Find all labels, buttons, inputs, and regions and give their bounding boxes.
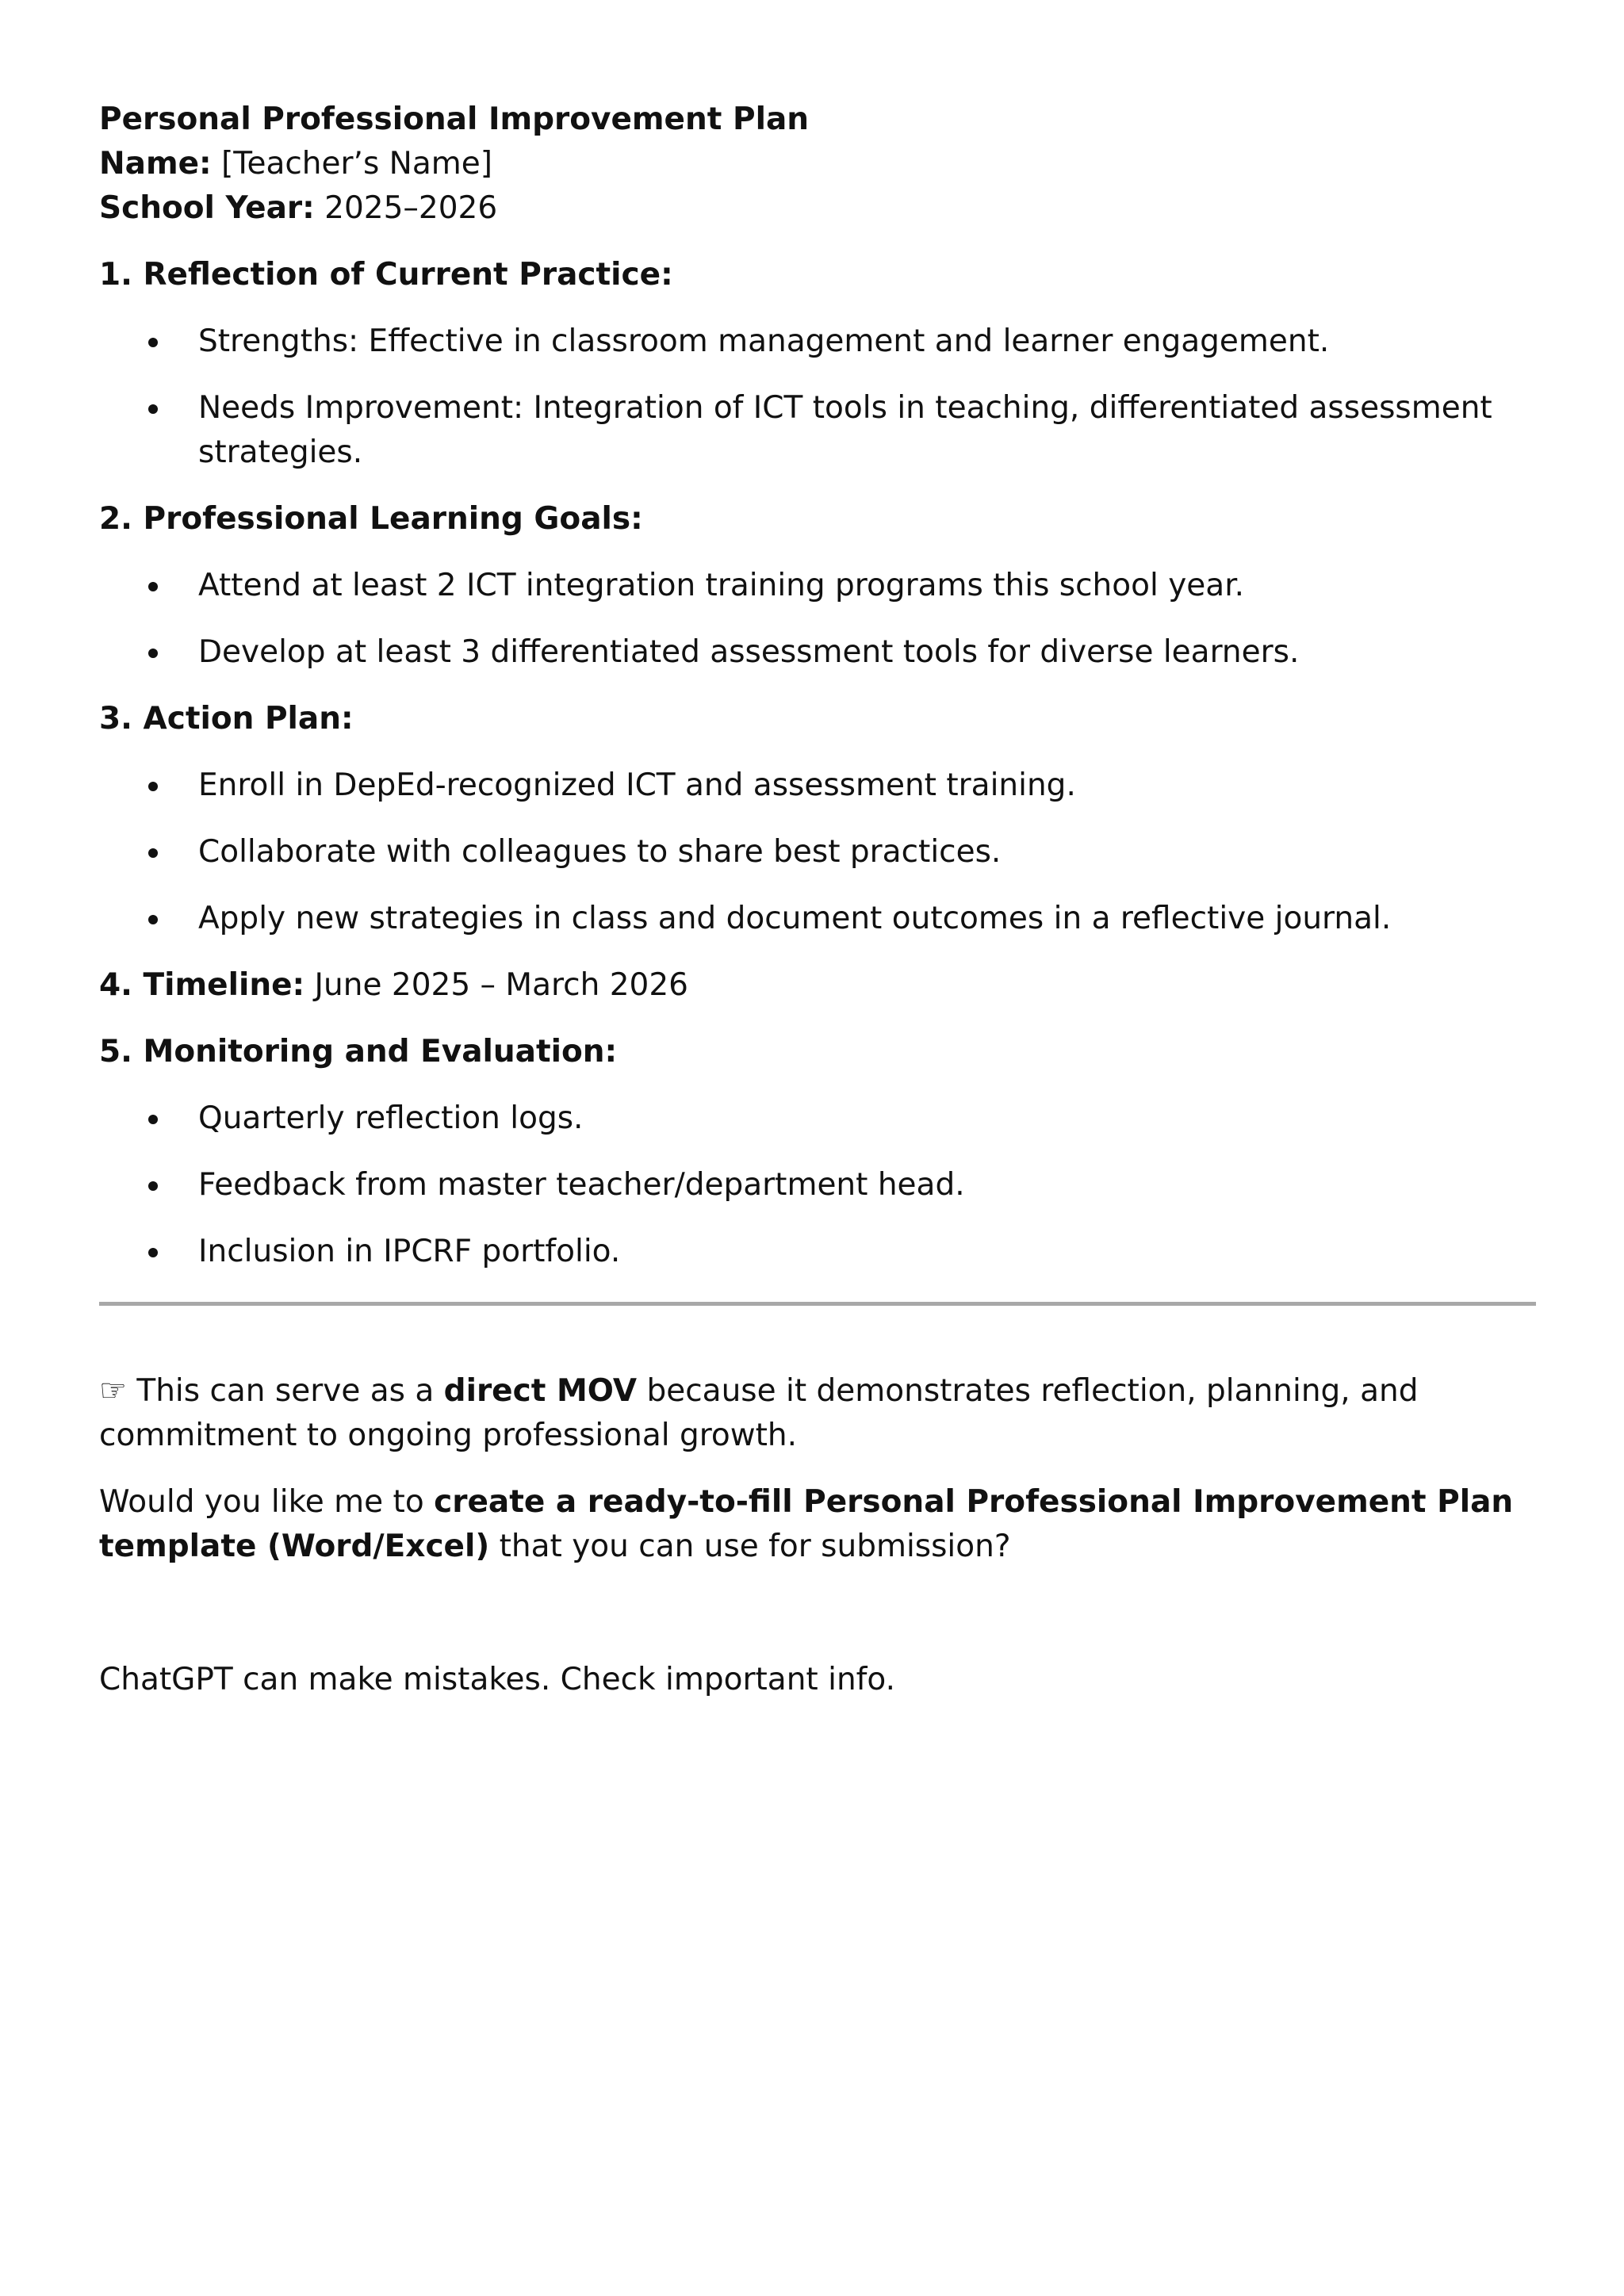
document-page — [99, 98, 1536, 1702]
bullet-icon — [148, 338, 158, 347]
school-year-line — [99, 186, 1536, 231]
list-item-text: Needs Improvement: Integration of ICT tools in teaching, differentiated assessment strategies. — [198, 390, 1492, 470]
list-item-text: Feedback from master teacher/department head. — [198, 1167, 965, 1203]
bullet-icon — [148, 1181, 158, 1191]
mov-text-post: because it demonstrates reflection, planning, and commitment to ongoing professional growth. — [99, 1373, 1419, 1453]
action-list — [99, 763, 1536, 941]
list-item — [99, 1163, 1536, 1207]
list-item — [99, 386, 1536, 475]
bullet-icon — [148, 649, 158, 658]
list-item — [99, 763, 1536, 808]
section-heading-timeline: 4. Timeline: — [99, 967, 305, 1003]
reflection-list — [99, 320, 1536, 475]
section-heading-goals: 2. Professional Learning Goals: — [99, 501, 643, 537]
list-item — [99, 1230, 1536, 1274]
list-item-text: Enroll in DepEd-recognized ICT and assessment training. — [198, 767, 1076, 803]
section-heading-reflection: 1. Reflection of Current Practice: — [99, 257, 673, 293]
list-item-text: Develop at least 3 differentiated assessment tools for diverse learners. — [198, 634, 1300, 670]
bullet-icon — [148, 582, 158, 591]
goals-list — [99, 564, 1536, 675]
horizontal-divider — [99, 1302, 1536, 1306]
mov-text-bold: direct MOV — [443, 1373, 638, 1409]
name-line — [99, 142, 1536, 186]
list-item-text: Quarterly reflection logs. — [198, 1100, 584, 1136]
timeline-value: June 2025 – March 2026 — [314, 967, 688, 1003]
list-item-text: Strengths: Effective in classroom management and learner engagement. — [198, 323, 1330, 359]
bullet-icon — [148, 782, 158, 791]
list-item-text: Collaborate with colleagues to share best practices. — [198, 834, 1002, 870]
section-heading-action: 3. Action Plan: — [99, 701, 354, 737]
name-value: [Teacher’s Name] — [221, 146, 492, 182]
pointing-hand-icon: ☞ — [99, 1373, 127, 1409]
list-item — [99, 564, 1536, 608]
list-item — [99, 1096, 1536, 1141]
list-item — [99, 897, 1536, 941]
list-item-text: Attend at least 2 ICT integration training programs this school year. — [198, 568, 1245, 603]
timeline-line — [99, 963, 1536, 1008]
bullet-icon — [148, 848, 158, 858]
offer-text-bold: create a ready-to-fill Personal Professional Improvement Plan template (Word/Excel) — [99, 1484, 1514, 1564]
bullet-icon — [148, 1115, 158, 1124]
section-heading-monitoring: 5. Monitoring and Evaluation: — [99, 1034, 618, 1070]
list-item — [99, 830, 1536, 874]
monitoring-list — [99, 1096, 1536, 1274]
offer-paragraph — [99, 1480, 1536, 1569]
list-item-text: Inclusion in IPCRF portfolio. — [198, 1234, 621, 1269]
disclaimer-text: ChatGPT can make mistakes. Check important info. — [99, 1662, 895, 1697]
offer-text-pre: Would you like me to — [99, 1484, 435, 1520]
list-item — [99, 630, 1536, 675]
list-item-text: Apply new strategies in class and document outcomes in a reflective journal. — [198, 901, 1392, 936]
offer-text-post: that you can use for submission? — [489, 1529, 1011, 1564]
school-year-value: 2025–2026 — [324, 190, 498, 226]
name-label: Name: — [99, 146, 212, 182]
document-title: Personal Professional Improvement Plan — [99, 101, 810, 137]
mov-paragraph — [99, 1369, 1536, 1458]
bullet-icon — [148, 1248, 158, 1257]
mov-text-pre: This can serve as a — [136, 1373, 444, 1409]
bullet-icon — [148, 915, 158, 924]
bullet-icon — [148, 404, 158, 414]
list-item — [99, 320, 1536, 364]
school-year-label: School Year: — [99, 190, 315, 226]
